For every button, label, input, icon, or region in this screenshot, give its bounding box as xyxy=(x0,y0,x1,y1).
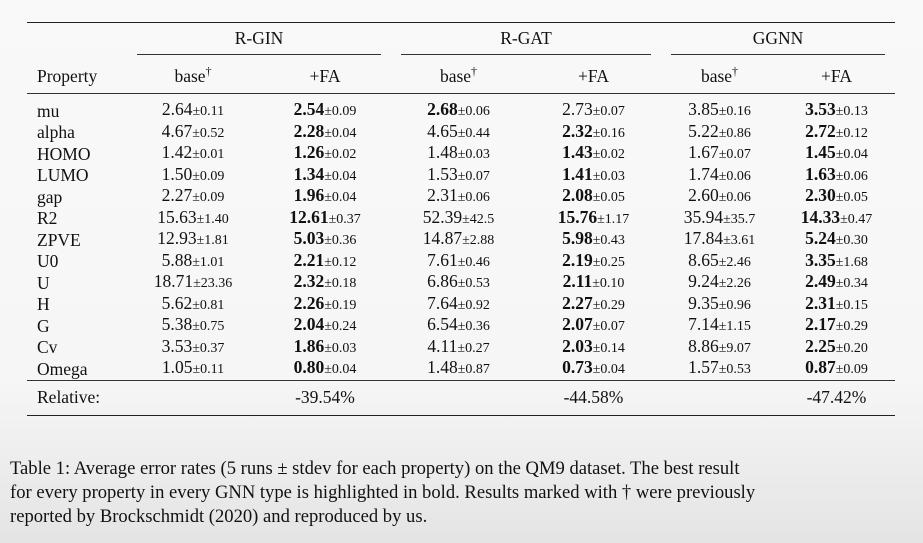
result-mean: 4.65 xyxy=(427,120,458,141)
result-mean: 5.03 xyxy=(293,228,325,248)
result-cell xyxy=(391,272,526,294)
result-stdev: ±0.15 xyxy=(835,297,868,313)
group-header-rgat: R-GAT xyxy=(391,25,661,59)
property-name: Omega xyxy=(37,358,88,379)
result-stdev: ±0.02 xyxy=(592,147,625,162)
result-mean: 2.04 xyxy=(293,314,325,334)
result-mean: 1.05 xyxy=(161,357,193,377)
result-mean: 2.03 xyxy=(562,335,593,356)
result-cell xyxy=(526,186,661,208)
result-cell xyxy=(778,165,895,187)
results-table xyxy=(27,22,895,416)
result-stdev: ±0.05 xyxy=(592,190,625,205)
result-stdev: ±0.46 xyxy=(457,254,490,270)
result-mean: 4.67 xyxy=(161,120,193,141)
result-stdev: ±0.36 xyxy=(324,233,357,248)
result-mean: 5.88 xyxy=(161,249,193,270)
result-stdev: ±0.92 xyxy=(457,297,490,313)
result-stdev: ±23.36 xyxy=(193,276,233,291)
result-cell xyxy=(259,358,391,380)
ggnn-base-header: base† xyxy=(661,59,778,94)
result-stdev: ±0.47 xyxy=(840,211,873,227)
result-mean: 2.21 xyxy=(293,249,325,270)
result-mean: 2.31 xyxy=(427,185,458,205)
property-name: mu xyxy=(37,100,60,121)
result-stdev: ±9.07 xyxy=(718,340,751,356)
result-cell xyxy=(661,251,778,273)
result-mean: 1.57 xyxy=(688,357,719,377)
result-mean: 7.64 xyxy=(427,292,458,313)
rgat-fa-header: +FA xyxy=(526,59,661,94)
rgin-fa-header: +FA xyxy=(259,59,391,94)
result-mean: 12.61 xyxy=(289,206,329,227)
result-mean: 52.39 xyxy=(422,206,463,227)
property-name: ZPVE xyxy=(37,229,81,250)
result-mean: 5.24 xyxy=(805,228,836,248)
result-mean: 2.08 xyxy=(562,185,593,205)
result-cell xyxy=(661,122,778,144)
table-row xyxy=(27,186,895,208)
result-stdev: ±0.04 xyxy=(324,362,357,377)
result-cell xyxy=(661,337,778,359)
relative-label: Relative: xyxy=(27,380,127,415)
result-stdev: ±0.03 xyxy=(592,168,625,184)
result-mean: 2.68 xyxy=(427,99,458,119)
table-row xyxy=(27,251,895,273)
table-row xyxy=(27,208,895,230)
result-mean: 18.71 xyxy=(153,271,194,291)
result-stdev: ±0.81 xyxy=(192,297,225,313)
result-stdev: ±0.11 xyxy=(192,362,225,377)
result-cell xyxy=(526,337,661,359)
results-table-body xyxy=(27,23,895,416)
result-stdev: ±3.61 xyxy=(723,233,756,248)
result-stdev: ±0.37 xyxy=(192,340,225,356)
result-mean: 8.86 xyxy=(688,335,719,356)
property-name: Cv xyxy=(37,337,58,357)
result-cell xyxy=(391,122,526,144)
result-mean: 3.53 xyxy=(805,99,836,119)
group-header-ggnn: GGNN xyxy=(661,25,895,59)
result-mean: 3.85 xyxy=(688,99,719,119)
result-mean: 2.19 xyxy=(562,249,593,270)
result-stdev: ±35.7 xyxy=(723,211,756,227)
result-mean: 14.87 xyxy=(422,228,463,248)
result-mean: 2.32 xyxy=(293,271,325,291)
result-cell xyxy=(526,143,661,165)
result-cell xyxy=(259,251,391,273)
result-mean: 2.26 xyxy=(293,292,325,313)
table-row xyxy=(27,315,895,337)
result-mean: 2.30 xyxy=(805,185,836,205)
caption-line-3: reported by Brockschmidt (2020) and reproduced by us. xyxy=(10,506,428,527)
result-cell xyxy=(259,315,391,337)
result-cell xyxy=(661,315,778,337)
result-cell xyxy=(778,272,895,294)
result-mean: 1.86 xyxy=(293,335,325,356)
result-mean: 2.60 xyxy=(688,185,719,205)
result-stdev: ±0.04 xyxy=(592,362,625,377)
result-stdev: ±0.11 xyxy=(192,104,225,119)
result-mean: 5.62 xyxy=(161,292,193,313)
table-row xyxy=(27,294,895,316)
result-cell xyxy=(778,186,895,208)
result-cell xyxy=(259,165,391,187)
result-cell xyxy=(259,143,391,165)
result-stdev: ±0.05 xyxy=(835,190,868,205)
result-stdev: ±0.19 xyxy=(324,297,357,313)
result-cell xyxy=(661,94,778,122)
result-cell xyxy=(391,94,526,122)
table-row xyxy=(27,337,895,359)
result-cell xyxy=(259,294,391,316)
table-row xyxy=(27,143,895,165)
result-cell xyxy=(526,122,661,144)
result-stdev: ±1.68 xyxy=(835,254,868,270)
result-cell xyxy=(391,294,526,316)
result-mean: 2.27 xyxy=(562,292,593,313)
result-cell xyxy=(259,122,391,144)
relative-row xyxy=(27,380,895,415)
result-mean: 1.26 xyxy=(293,142,325,162)
result-mean: 1.50 xyxy=(161,163,193,184)
result-stdev: ±0.52 xyxy=(192,125,225,141)
result-cell xyxy=(778,229,895,251)
result-stdev: ±0.53 xyxy=(718,362,751,377)
result-stdev: ±0.27 xyxy=(457,340,490,356)
result-stdev: ±0.06 xyxy=(457,104,490,119)
result-cell xyxy=(661,294,778,316)
result-stdev: ±0.86 xyxy=(718,125,751,141)
result-mean: 2.54 xyxy=(293,99,325,119)
property-name: HOMO xyxy=(37,143,91,164)
table-group-header-row xyxy=(27,25,895,59)
result-stdev: ±0.07 xyxy=(592,104,625,119)
result-cell xyxy=(526,165,661,187)
result-stdev: ±0.20 xyxy=(835,340,868,356)
result-stdev: ±0.06 xyxy=(835,168,868,184)
caption-line-1: Table 1: Average error rates (5 runs ± stdev for each property) on the QM9 dataset. The best result xyxy=(10,458,740,479)
result-cell xyxy=(127,94,259,122)
result-cell xyxy=(661,272,778,294)
result-cell xyxy=(127,208,259,230)
result-mean: 12.93 xyxy=(157,228,197,248)
result-cell xyxy=(391,337,526,359)
result-mean: 1.43 xyxy=(562,142,593,162)
result-stdev: ±0.09 xyxy=(192,168,225,184)
result-stdev: ±0.09 xyxy=(324,104,357,119)
result-mean: 1.96 xyxy=(293,185,325,205)
relative-value-ggnn: -47.42% xyxy=(778,380,895,415)
property-name: LUMO xyxy=(37,165,89,185)
result-cell xyxy=(661,358,778,380)
result-mean: 2.31 xyxy=(805,292,836,313)
result-mean: 9.24 xyxy=(688,271,719,291)
result-cell xyxy=(127,337,259,359)
result-stdev: ±0.53 xyxy=(457,276,490,291)
result-cell xyxy=(526,294,661,316)
group-header-rgin: R-GIN xyxy=(127,25,391,59)
result-stdev: ±0.36 xyxy=(457,319,490,334)
result-mean: 1.74 xyxy=(688,163,719,184)
result-stdev: ±0.34 xyxy=(835,276,868,291)
result-mean: 17.84 xyxy=(683,228,724,248)
result-cell xyxy=(391,186,526,208)
result-cell xyxy=(391,229,526,251)
result-stdev: ±0.87 xyxy=(457,362,490,377)
result-cell xyxy=(127,143,259,165)
result-stdev: ±1.17 xyxy=(597,211,630,227)
result-stdev: ±0.10 xyxy=(592,276,625,291)
result-stdev: ±0.43 xyxy=(592,233,625,248)
property-header: Property xyxy=(27,59,127,94)
caption-line-2: for every property in every GNN type is highlighted in bold. Results marked with † were previously xyxy=(10,482,756,503)
result-stdev: ±42.5 xyxy=(462,211,495,227)
result-stdev: ±1.15 xyxy=(718,319,751,334)
property-name: U xyxy=(37,272,50,293)
result-cell xyxy=(259,229,391,251)
result-stdev: ±0.96 xyxy=(718,297,751,313)
result-cell xyxy=(661,186,778,208)
result-cell xyxy=(526,272,661,294)
result-cell xyxy=(127,294,259,316)
result-stdev: ±2.46 xyxy=(718,254,751,270)
result-stdev: ±0.02 xyxy=(324,147,357,162)
result-mean: 2.64 xyxy=(161,99,193,119)
result-mean: 9.35 xyxy=(688,292,719,313)
result-stdev: ±0.07 xyxy=(718,147,751,162)
result-stdev: ±1.81 xyxy=(196,233,229,248)
table-row xyxy=(27,229,895,251)
result-stdev: ±0.04 xyxy=(324,190,357,205)
result-cell xyxy=(526,229,661,251)
result-mean: 3.35 xyxy=(805,249,836,270)
result-mean: 6.86 xyxy=(427,271,458,291)
result-cell xyxy=(259,272,391,294)
result-stdev: ±1.01 xyxy=(192,254,225,270)
result-stdev: ±0.03 xyxy=(457,147,490,162)
result-mean: 0.80 xyxy=(293,357,325,377)
result-stdev: ±0.29 xyxy=(592,297,625,313)
result-cell xyxy=(661,165,778,187)
property-name: G xyxy=(37,315,50,336)
result-cell xyxy=(778,94,895,122)
result-cell xyxy=(526,94,661,122)
result-stdev: ±0.14 xyxy=(592,340,625,356)
result-mean: 2.28 xyxy=(293,120,325,141)
result-stdev: ±0.06 xyxy=(457,190,490,205)
result-stdev: ±0.01 xyxy=(192,147,225,162)
result-cell xyxy=(778,358,895,380)
result-stdev: ±2.26 xyxy=(718,276,751,291)
result-mean: 4.11 xyxy=(427,335,458,356)
relative-value-rgat: -44.58% xyxy=(526,380,661,415)
result-stdev: ±0.12 xyxy=(324,254,357,270)
result-stdev: ±0.30 xyxy=(835,233,868,248)
result-mean: 2.25 xyxy=(805,335,836,356)
result-stdev: ±0.04 xyxy=(324,168,357,184)
result-mean: 1.63 xyxy=(805,163,836,184)
result-cell xyxy=(391,315,526,337)
result-mean: 1.42 xyxy=(161,142,193,162)
result-mean: 1.41 xyxy=(562,163,593,184)
property-name: R2 xyxy=(37,208,58,228)
result-mean: 2.49 xyxy=(805,271,836,291)
relative-value-rgin: -39.54% xyxy=(259,380,391,415)
result-cell xyxy=(127,186,259,208)
result-mean: 2.07 xyxy=(562,314,593,334)
result-cell xyxy=(778,122,895,144)
result-mean: 0.87 xyxy=(805,357,836,377)
property-name: alpha xyxy=(37,122,75,142)
result-cell xyxy=(778,208,895,230)
result-mean: 7.61 xyxy=(427,249,458,270)
result-mean: 3.53 xyxy=(161,335,193,356)
result-stdev: ±0.24 xyxy=(324,319,357,334)
result-mean: 1.48 xyxy=(427,357,458,377)
result-cell xyxy=(778,251,895,273)
result-stdev: ±0.04 xyxy=(835,147,868,162)
result-cell xyxy=(778,143,895,165)
result-stdev: ±0.07 xyxy=(457,168,490,184)
result-cell xyxy=(259,337,391,359)
result-mean: 1.45 xyxy=(805,142,836,162)
result-cell xyxy=(259,208,391,230)
result-cell xyxy=(778,337,895,359)
result-cell xyxy=(391,165,526,187)
result-stdev: ±0.12 xyxy=(835,125,868,141)
result-stdev: ±0.25 xyxy=(592,254,625,270)
result-cell xyxy=(391,358,526,380)
result-cell xyxy=(391,208,526,230)
result-stdev: ±0.03 xyxy=(324,340,357,356)
result-stdev: ±0.16 xyxy=(592,125,625,141)
result-mean: 15.76 xyxy=(557,206,598,227)
result-stdev: ±0.16 xyxy=(718,104,751,119)
result-mean: 35.94 xyxy=(683,206,724,227)
table-caption xyxy=(10,457,915,529)
result-mean: 5.22 xyxy=(688,120,719,141)
result-cell xyxy=(127,315,259,337)
result-cell xyxy=(127,165,259,187)
result-cell xyxy=(526,358,661,380)
result-mean: 2.27 xyxy=(161,185,193,205)
result-stdev: ±0.29 xyxy=(835,319,868,334)
result-mean: 1.53 xyxy=(427,163,458,184)
result-stdev: ±0.09 xyxy=(835,362,868,377)
result-cell xyxy=(259,186,391,208)
result-cell xyxy=(778,315,895,337)
property-name: U0 xyxy=(37,251,59,271)
result-cell xyxy=(391,143,526,165)
result-stdev: ±0.13 xyxy=(835,104,868,119)
property-name: H xyxy=(37,294,50,314)
property-name: gap xyxy=(37,186,63,207)
result-stdev: ±2.88 xyxy=(462,233,495,248)
result-stdev: ±0.04 xyxy=(324,125,357,141)
result-stdev: ±0.18 xyxy=(324,276,357,291)
result-stdev: ±0.75 xyxy=(192,319,225,334)
result-mean: 15.63 xyxy=(157,206,197,227)
result-mean: 2.11 xyxy=(562,271,593,291)
rgin-base-header: base† xyxy=(127,59,259,94)
table-row xyxy=(27,358,895,380)
result-mean: 7.14 xyxy=(688,314,719,334)
result-cell xyxy=(526,315,661,337)
result-stdev: ±0.44 xyxy=(457,125,490,141)
result-mean: 6.54 xyxy=(427,314,458,334)
result-stdev: ±0.37 xyxy=(328,211,361,227)
table-row xyxy=(27,94,895,122)
result-mean: 1.34 xyxy=(293,163,325,184)
result-mean: 1.67 xyxy=(688,142,719,162)
ggnn-fa-header: +FA xyxy=(778,59,895,94)
table-row xyxy=(27,272,895,294)
result-mean: 2.17 xyxy=(805,314,836,334)
table-row xyxy=(27,122,895,144)
result-cell xyxy=(127,272,259,294)
result-mean: 0.73 xyxy=(562,357,593,377)
result-stdev: ±0.07 xyxy=(592,319,625,334)
result-cell xyxy=(127,229,259,251)
result-stdev: ±0.06 xyxy=(718,168,751,184)
result-cell xyxy=(259,94,391,122)
result-cell xyxy=(127,122,259,144)
rgat-base-header: base† xyxy=(391,59,526,94)
result-mean: 2.73 xyxy=(562,99,593,119)
result-stdev: ±1.40 xyxy=(196,211,229,227)
result-mean: 5.98 xyxy=(562,228,593,248)
result-cell xyxy=(661,208,778,230)
result-cell xyxy=(127,358,259,380)
result-cell xyxy=(778,294,895,316)
result-stdev: ±0.09 xyxy=(192,190,225,205)
result-cell xyxy=(127,251,259,273)
result-mean: 2.72 xyxy=(805,120,836,141)
result-cell xyxy=(661,143,778,165)
result-stdev: ±0.06 xyxy=(718,190,751,205)
table-column-header-row xyxy=(27,59,895,94)
result-mean: 1.48 xyxy=(427,142,458,162)
result-mean: 2.32 xyxy=(562,120,593,141)
result-cell xyxy=(526,251,661,273)
result-cell xyxy=(526,208,661,230)
result-mean: 5.38 xyxy=(161,314,193,334)
result-cell xyxy=(661,229,778,251)
table-row xyxy=(27,165,895,187)
result-mean: 14.33 xyxy=(800,206,841,227)
result-cell xyxy=(391,251,526,273)
result-mean: 8.65 xyxy=(688,249,719,270)
